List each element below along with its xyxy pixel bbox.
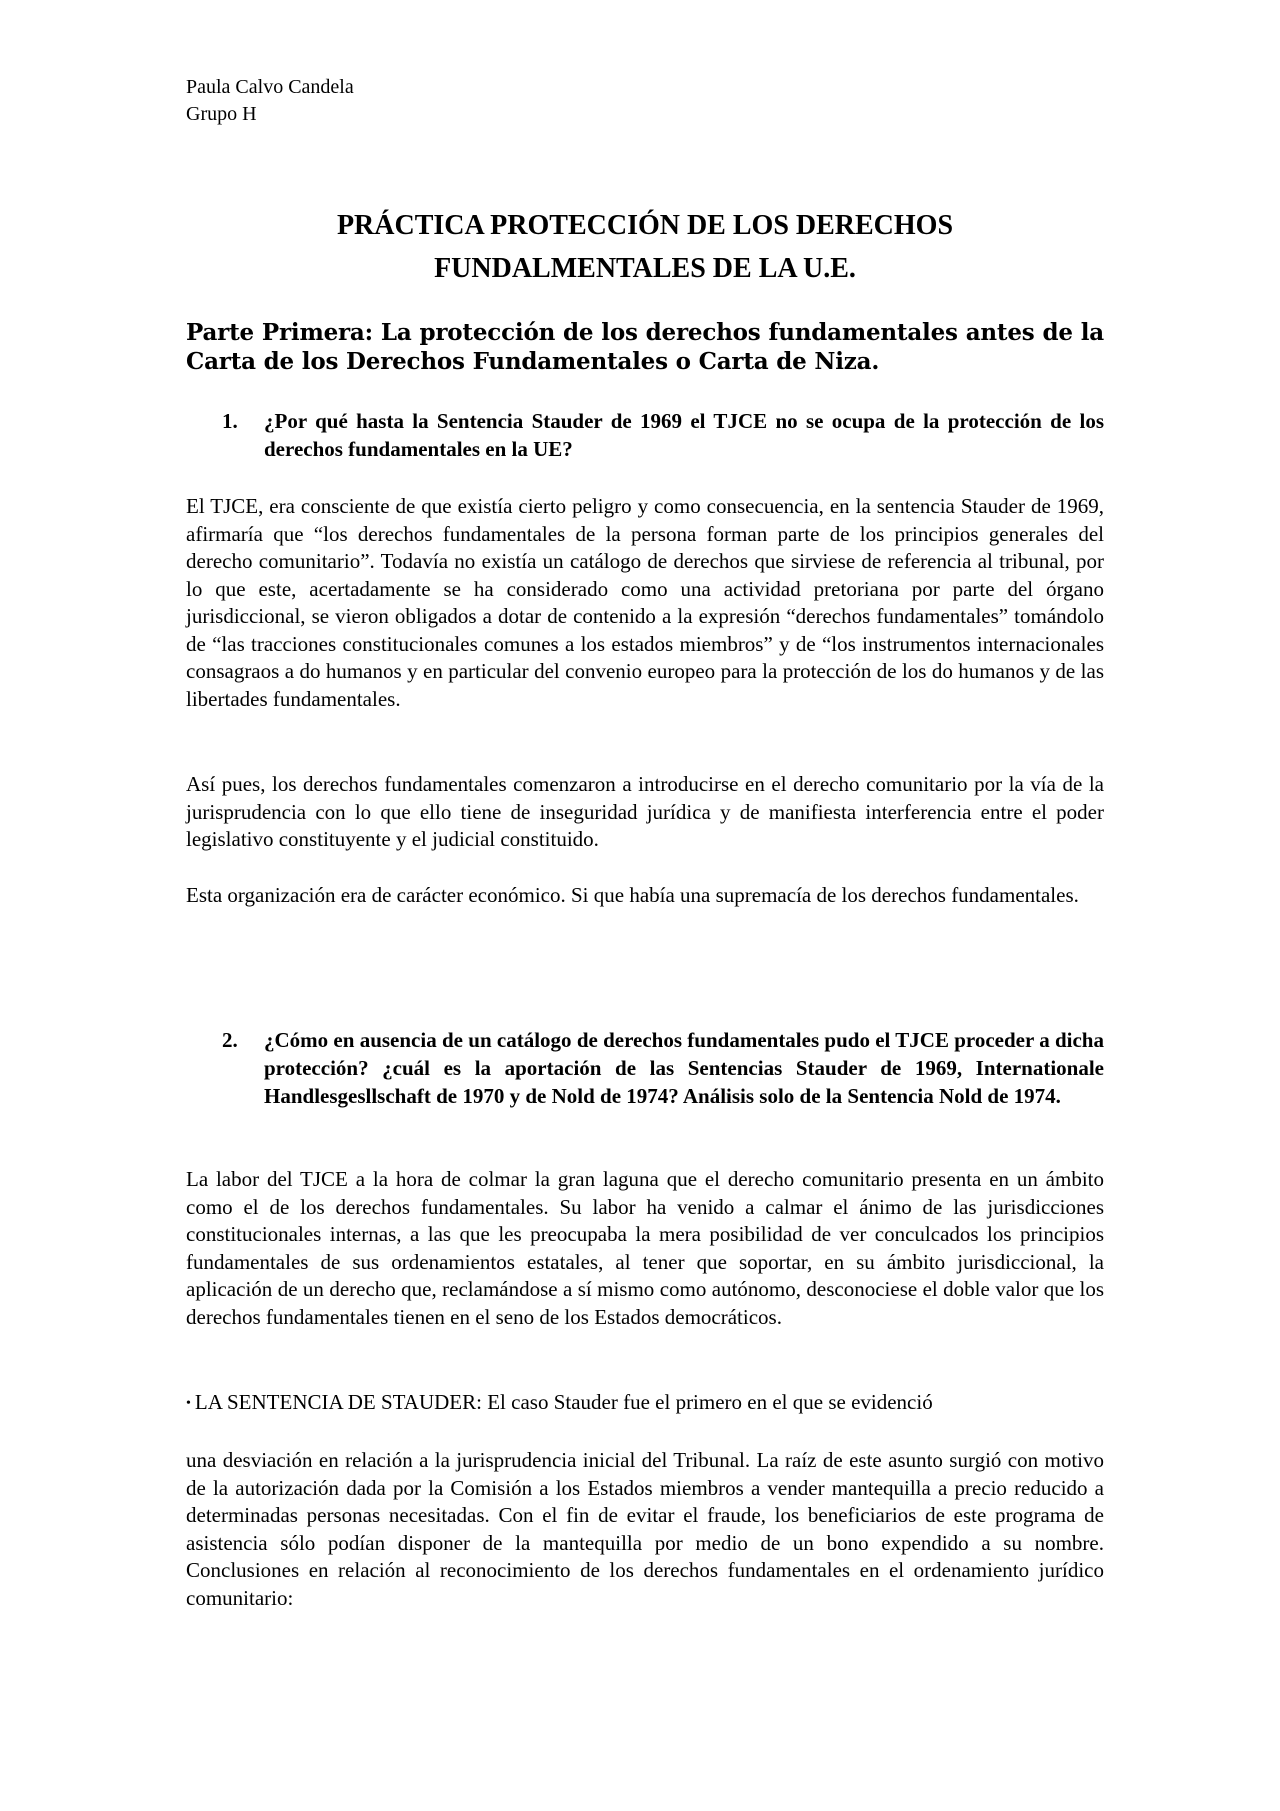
question-2	[222, 1026, 1104, 1110]
bullet-item	[186, 1389, 1104, 1418]
paragraph-2: Así pues, los derechos fundamentales comenzaron a introducirse en el derecho comunitario por la vía de la jurisprudencia con lo que ello tiene de inseguridad jurídica y de manifiesta interferencia entre el poder legislativo constituyente y el judicial constituido.	[186, 772, 1104, 851]
question-number: 2.	[222, 1028, 238, 1052]
author-block	[186, 74, 354, 128]
paragraph-3: Esta organización era de carácter económico. Si que había una supremacía de los derechos fundamentales.	[186, 883, 1079, 907]
question-number: 1.	[222, 409, 238, 433]
part-heading: Parte Primera: La protección de los derechos fundamentales antes de la Carta de los Derechos Fundamentales o Carta de Niza.	[186, 319, 1104, 375]
title-line-2: FUNDALMENTALES DE LA U.E.	[434, 253, 856, 284]
document-title	[186, 204, 1104, 290]
bullet-text: LA SENTENCIA DE STAUDER: El caso Stauder fue el primero en el que se evidenció	[194, 1390, 933, 1414]
bullet-dot-icon: •	[186, 1396, 191, 1411]
title-line-1: PRÁCTICA PROTECCIÓN DE LOS DERECHOS	[336, 210, 954, 241]
paragraph-5: una desviación en relación a la jurisprudencia inicial del Tribunal. La raíz de este asunto surgió con motivo de la autorización dada por la Comisión a los Estados miembros a vender mantequilla a precio reducido a determinadas personas necesitadas. Con el fin de evitar el fraude, los beneficiarios de este programa de asistencia sólo podían disponer de la mantequilla por medio de un bono expendido a su nombre. Conclusiones en relación al reconocimiento de los derechos fundamentales en el ordenamiento jurídico comunitario:	[186, 1448, 1104, 1610]
author-name: Paula Calvo Candela	[186, 76, 354, 98]
paragraph-4: La labor del TJCE a la hora de colmar la gran laguna que el derecho comunitario presenta en un ámbito como el de los derechos fundamentales. Su labor ha venido a calmar el ánimo de las jurisdicciones constitucionales internas, a las que les preocupaba la mera posibilidad de ver conculcados los principios fundamentales de sus ordenamientos estatales, al tener que soportar, en su ámbito jurisdiccional, la aplicación de un derecho que, reclamándose a sí mismo como autónomo, desconociese el doble valor que los derechos fundamentales tienen en el seno de los Estados democráticos.	[186, 1167, 1104, 1329]
question-text: ¿Por qué hasta la Sentencia Stauder de 1969 el TJCE no se ocupa de la protección de los derechos fundamentales en la UE?	[264, 409, 1104, 461]
author-group: Grupo H	[186, 103, 257, 125]
question-1	[222, 407, 1104, 463]
paragraph-1: El TJCE, era consciente de que existía cierto peligro y como consecuencia, en la sentencia Stauder de 1969, afirmaría que “los derechos fundamentales de la persona forman parte de los principios generales del derecho comunitario”. Todavía no existía un catálogo de derechos que sirviese de referencia al tribunal, por lo que este, acertadamente se ha considerado como una actividad pretoriana por parte del órgano jurisdiccional, se vieron obligados a dotar de contenido a la expresión “derechos fundamentales” tomándolo de “las tracciones constitucionales comunes a los estados miembros” y de “los instrumentos internacionales consagraos a do humanos y en particular del convenio europeo para la protección de los do humanos y de las libertades fundamentales.	[186, 494, 1104, 711]
question-text: ¿Cómo en ausencia de un catálogo de derechos fundamentales pudo el TJCE proceder a dicha protección? ¿cuál es la aportación de las Sentencias Stauder de 1969, Internationale Handlesgesllschaft de 1970 y de Nold de 1974? Análisis solo de la Sentencia Nold de 1974.	[264, 1028, 1104, 1108]
